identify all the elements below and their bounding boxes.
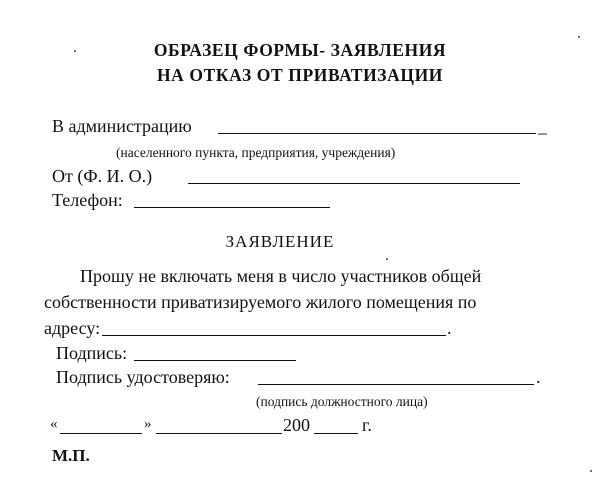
date-year-suffix: г. [362, 415, 372, 435]
date-close-quote: » [144, 416, 152, 432]
phone-input-line[interactable] [134, 207, 330, 208]
scan-speck [74, 50, 76, 52]
administration-hint: (населенного пункта, предприятия, учреждения) [116, 145, 396, 160]
signature-input-line[interactable] [134, 360, 296, 361]
date-year-input-line[interactable] [314, 433, 358, 434]
certify-end-period: . [536, 367, 541, 387]
phone-label: Телефон: [52, 190, 123, 210]
certify-input-line[interactable] [258, 384, 534, 385]
official-signature-hint: (подпись должностного лица) [256, 394, 428, 409]
address-end-period: . [447, 318, 452, 338]
statement-heading: ЗАЯВЛЕНИЕ [225, 232, 335, 251]
full-name-input-line[interactable] [188, 183, 520, 184]
signature-label: Подпись: [56, 343, 128, 363]
administration-label: В администрацию [52, 116, 192, 136]
administration-trailing-mark: _ [538, 116, 547, 136]
date-day-input-line[interactable] [60, 433, 142, 434]
statement-line-1: Прошу не включать меня в число участников общей [80, 266, 482, 286]
document-title-line-1: ОБРАЗЕЦ ФОРМЫ- ЗАЯВЛЕНИЯ [153, 40, 447, 60]
scan-speck [590, 470, 592, 472]
administration-input-line[interactable] [218, 133, 536, 134]
date-month-input-line[interactable] [156, 433, 282, 434]
document-title-line-2: НА ОТКАЗ ОТ ПРИВАТИЗАЦИИ [156, 65, 444, 85]
certify-label: Подпись удостоверяю: [56, 367, 230, 387]
from-label: От (Ф. И. О.) [52, 166, 153, 186]
scan-speck [386, 258, 388, 260]
address-label: адресу: [44, 318, 101, 338]
statement-line-2: собственности приватизируемого жилого помещения по [44, 292, 477, 312]
date-year-prefix: 200 [283, 415, 310, 435]
stamp-place-label: М.П. [52, 446, 90, 465]
date-open-quote: « [50, 416, 58, 432]
address-input-line[interactable] [102, 335, 446, 336]
scan-speck [578, 36, 580, 38]
